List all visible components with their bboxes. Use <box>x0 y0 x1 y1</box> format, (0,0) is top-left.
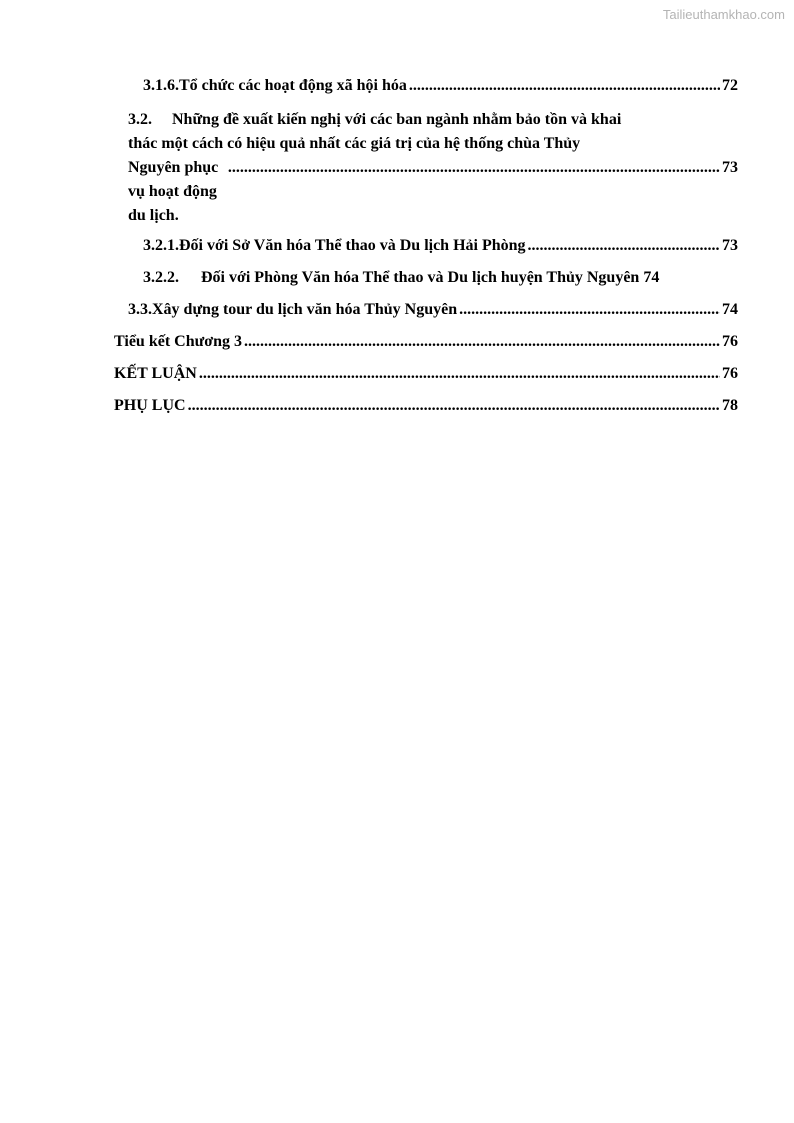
watermark: Tailieuthamkhao.com <box>662 7 785 22</box>
toc-page-number: 73 <box>722 159 738 176</box>
toc-leader <box>199 364 720 384</box>
toc-number: 3.3. <box>128 301 152 318</box>
toc-leader <box>459 300 720 320</box>
toc-number: 3.2.2. <box>143 269 179 286</box>
toc-title-line-3 <box>128 156 738 228</box>
toc-number: 3.2. <box>128 111 152 128</box>
toc-entry-tieu-ket[interactable] <box>114 332 738 356</box>
toc-title: Tổ chức các hoạt động xã hội hóa <box>179 77 407 94</box>
toc-title: Những đề xuất kiến nghị với các ban ngành nhằm bảo tồn và khai <box>172 111 622 128</box>
toc-entry-3-2[interactable] <box>114 108 738 228</box>
toc-leader <box>528 236 720 256</box>
toc-title: Tiểu kết Chương 3 <box>114 333 242 350</box>
toc-title: Đối với Phòng Văn hóa Thể thao và Du lịch huyện Thủy Nguyên <box>201 269 640 286</box>
toc-title: Nguyên phục vụ hoạt động du lịch. <box>128 159 219 224</box>
toc-entry-3-3[interactable] <box>114 300 738 324</box>
toc-entry-3-1-6[interactable] <box>114 76 738 100</box>
toc-entry-3-2-1[interactable] <box>114 236 738 260</box>
toc-title-line-2: thác một cách có hiệu quả nhất các giá trị của hệ thống chùa Thủy <box>128 135 581 152</box>
toc-title: Đối với Sở Văn hóa Thể thao và Du lịch Hải Phòng <box>179 237 526 254</box>
toc-entry-3-2-2[interactable] <box>114 268 738 292</box>
toc-leader <box>188 396 720 416</box>
toc-leader <box>244 332 720 352</box>
toc-title: Xây dựng tour du lịch văn hóa Thủy Nguyên <box>152 301 458 318</box>
toc-title-line-1 <box>128 108 738 132</box>
toc-page-number: 74 <box>643 269 660 286</box>
toc-entry-ket-luan[interactable] <box>114 364 738 388</box>
toc-page-number: 73 <box>722 237 738 254</box>
toc-page-number: 76 <box>722 333 738 350</box>
toc-number: 3.1.6. <box>143 77 179 94</box>
table-of-contents <box>114 76 738 420</box>
toc-title: KẾT LUẬN <box>114 365 197 382</box>
toc-number: 3.2.1. <box>143 237 179 254</box>
toc-entry-phu-luc[interactable] <box>114 396 738 420</box>
toc-page-number: 72 <box>722 77 738 94</box>
toc-leader <box>228 156 720 180</box>
toc-title: PHỤ LỤC <box>114 397 186 414</box>
toc-page-number: 76 <box>722 365 738 382</box>
toc-page-number: 74 <box>722 301 738 318</box>
toc-leader <box>409 76 720 96</box>
toc-page-number: 78 <box>722 397 738 414</box>
